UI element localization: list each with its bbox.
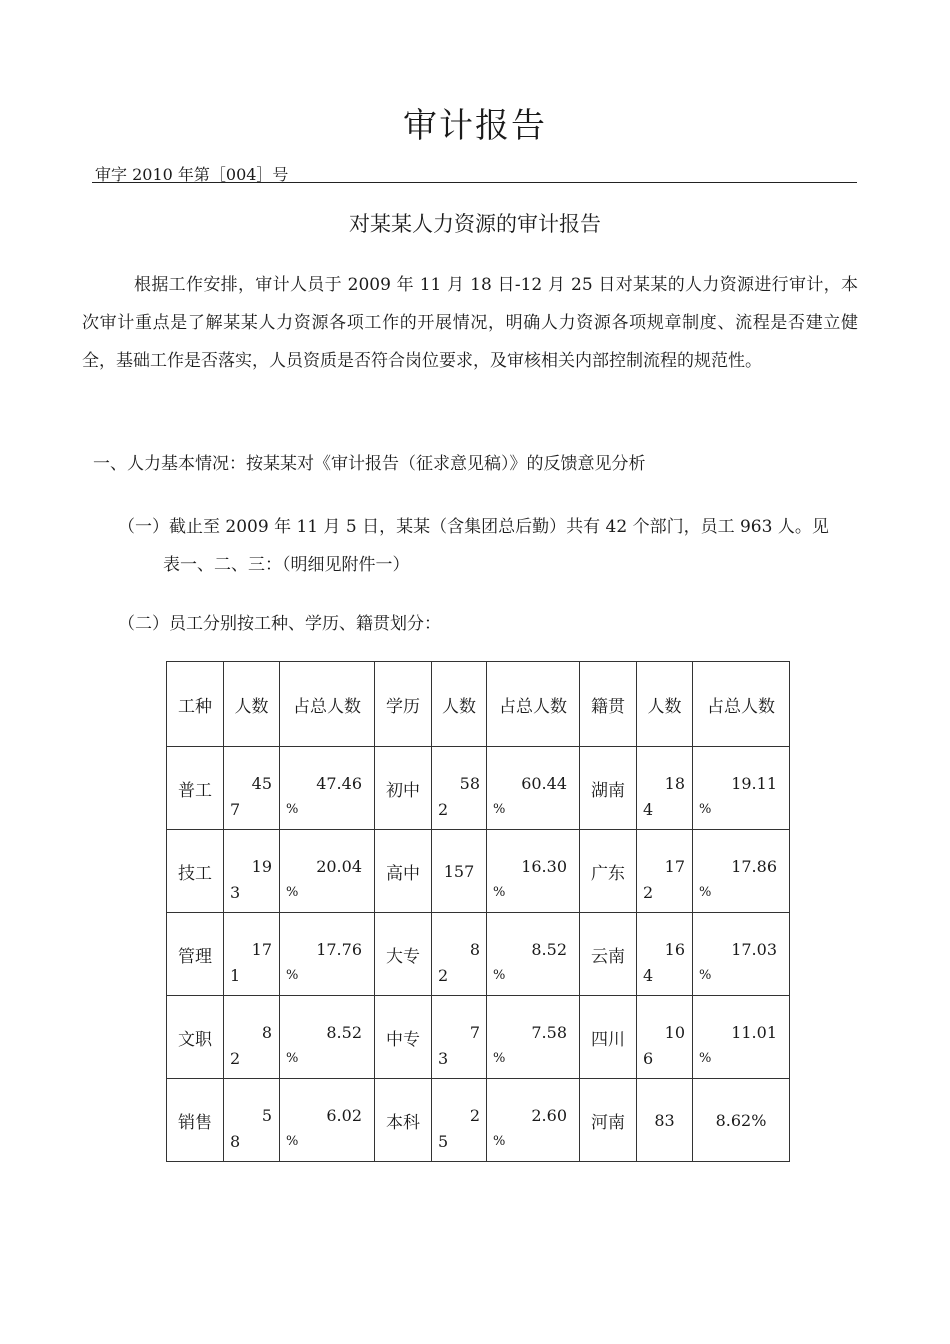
header-cell: 占总人数 [280, 662, 375, 747]
count-part: 2 [230, 1049, 241, 1068]
count-part: 3 [438, 1049, 449, 1068]
percent-value: 60.44 [521, 774, 567, 793]
percent-value: 47.46 [316, 774, 362, 793]
edu-percent-cell [487, 1079, 580, 1162]
job-percent-cell [280, 996, 375, 1079]
count-part: 17 [251, 940, 272, 959]
percent-sign: % [493, 968, 506, 983]
percent-value: 16.30 [521, 857, 567, 876]
edu-count-cell [432, 1079, 487, 1162]
table-row [167, 913, 790, 996]
percent-sign: % [493, 1051, 506, 1066]
percent-value: 2.60 [531, 1106, 567, 1125]
count-part: 1 [230, 966, 241, 985]
origin-cell: 广东 [580, 830, 637, 913]
origin-percent-cell [693, 830, 790, 913]
job-percent-cell [280, 1079, 375, 1162]
count-part: 5 [438, 1132, 449, 1151]
count-part: 17 [664, 857, 685, 876]
count-part: 8 [230, 1132, 241, 1151]
edu-percent-cell [487, 830, 580, 913]
table-row [167, 830, 790, 913]
percent-sign: % [286, 1051, 299, 1066]
job-type-cell: 销售 [167, 1079, 224, 1162]
percent-sign: % [286, 885, 299, 900]
origin-percent-cell [693, 747, 790, 830]
percent-sign: % [286, 1134, 299, 1149]
item-1-line-1: （一）截止至 2009 年 11 月 5 日，某某（含集团总后勤）共有 42 个部门，员工 963 人。见 [118, 517, 829, 537]
percent-sign: % [699, 885, 712, 900]
origin-count-cell [637, 747, 693, 830]
intro-paragraph: 根据工作安排，审计人员于 2009 年 11 月 18 日-12 月 25 日对某某的人力资源进行审计，本次审计重点是了解某某人力资源各项工作的开展情况，明确人力资源各项规章制度、流程是否建立健全，基础工作是否落实，人员资质是否符合岗位要求，及审核相关内部控制流程的规范性。 [82, 275, 858, 371]
percent-value: 17.76 [316, 940, 362, 959]
percent-sign: % [286, 968, 299, 983]
origin-cell: 云南 [580, 913, 637, 996]
job-percent-cell [280, 913, 375, 996]
count-part: 2 [438, 800, 449, 819]
count-part: 3 [230, 883, 241, 902]
document-number: 审字 2010 年第［004］号 [95, 165, 289, 184]
percent-sign: % [493, 885, 506, 900]
header-cell: 学历 [375, 662, 432, 747]
origin-count-cell: 83 [637, 1079, 693, 1162]
percent-value: 17.86 [731, 857, 777, 876]
table-row [167, 996, 790, 1079]
percent-value: 7.58 [531, 1023, 567, 1042]
count-part: 7 [469, 1023, 480, 1042]
job-count-cell [224, 830, 280, 913]
job-type-cell: 文职 [167, 996, 224, 1079]
origin-count-cell [637, 996, 693, 1079]
percent-value: 19.11 [731, 774, 777, 793]
table-row [167, 747, 790, 830]
staff-distribution-table [166, 661, 790, 1162]
count-part: 19 [251, 857, 272, 876]
report-subtitle: 对某某人力资源的审计报告 [349, 212, 601, 236]
edu-count-cell: 157 [432, 830, 487, 913]
item-1 [118, 508, 829, 584]
table-header-row [167, 662, 790, 747]
percent-value: 6.02 [326, 1106, 362, 1125]
count-part: 45 [251, 774, 272, 793]
education-cell: 大专 [375, 913, 432, 996]
education-cell: 本科 [375, 1079, 432, 1162]
origin-count-cell [637, 830, 693, 913]
count-part: 6 [643, 1049, 654, 1068]
report-title: 审计报告 [403, 106, 547, 146]
edu-percent-cell [487, 747, 580, 830]
job-count-cell [224, 913, 280, 996]
table-row [167, 1079, 790, 1162]
origin-cell: 湖南 [580, 747, 637, 830]
job-type-cell: 管理 [167, 913, 224, 996]
job-count-cell [224, 1079, 280, 1162]
count-part: 2 [643, 883, 654, 902]
percent-sign: % [699, 1051, 712, 1066]
count-part: 10 [664, 1023, 685, 1042]
job-type-cell: 技工 [167, 830, 224, 913]
job-count-cell [224, 996, 280, 1079]
origin-percent-cell [693, 913, 790, 996]
header-cell: 占总人数 [487, 662, 580, 747]
job-percent-cell [280, 747, 375, 830]
percent-value: 8.52 [326, 1023, 362, 1042]
edu-count-cell [432, 747, 487, 830]
count-part: 8 [469, 940, 480, 959]
count-part: 16 [664, 940, 685, 959]
header-rule [92, 182, 857, 183]
count-part: 4 [643, 800, 654, 819]
origin-cell: 河南 [580, 1079, 637, 1162]
origin-percent-cell: 8.62% [693, 1079, 790, 1162]
percent-value: 8.52 [531, 940, 567, 959]
header-cell: 人数 [224, 662, 280, 747]
education-cell: 高中 [375, 830, 432, 913]
origin-cell: 四川 [580, 996, 637, 1079]
count-part: 5 [261, 1106, 272, 1125]
education-cell: 中专 [375, 996, 432, 1079]
count-part: 2 [469, 1106, 480, 1125]
count-part: 4 [643, 966, 654, 985]
item-2: （二）员工分别按工种、学历、籍贯划分： [118, 614, 441, 634]
edu-percent-cell [487, 996, 580, 1079]
item-1-line-2: 表一、二、三：（明细见附件一） [163, 555, 410, 575]
count-part: 18 [664, 774, 685, 793]
job-type-cell: 普工 [167, 747, 224, 830]
edu-count-cell [432, 913, 487, 996]
percent-sign: % [699, 968, 712, 983]
section-heading-1: 一、人力基本情况：按某某对《审计报告（征求意见稿）》的反馈意见分析 [93, 454, 646, 474]
percent-value: 17.03 [731, 940, 777, 959]
count-part: 8 [261, 1023, 272, 1042]
header-cell: 占总人数 [693, 662, 790, 747]
header-cell: 籍贯 [580, 662, 637, 747]
percent-sign: % [493, 1134, 506, 1149]
edu-count-cell [432, 996, 487, 1079]
origin-count-cell [637, 913, 693, 996]
percent-value: 20.04 [316, 857, 362, 876]
percent-sign: % [699, 802, 712, 817]
percent-sign: % [493, 802, 506, 817]
count-part: 7 [230, 800, 241, 819]
header-cell: 人数 [432, 662, 487, 747]
job-percent-cell [280, 830, 375, 913]
education-cell: 初中 [375, 747, 432, 830]
header-cell: 工种 [167, 662, 224, 747]
job-count-cell [224, 747, 280, 830]
percent-sign: % [286, 802, 299, 817]
count-part: 58 [459, 774, 480, 793]
count-part: 2 [438, 966, 449, 985]
edu-percent-cell [487, 913, 580, 996]
percent-value: 11.01 [731, 1023, 777, 1042]
header-cell: 人数 [637, 662, 693, 747]
origin-percent-cell [693, 996, 790, 1079]
